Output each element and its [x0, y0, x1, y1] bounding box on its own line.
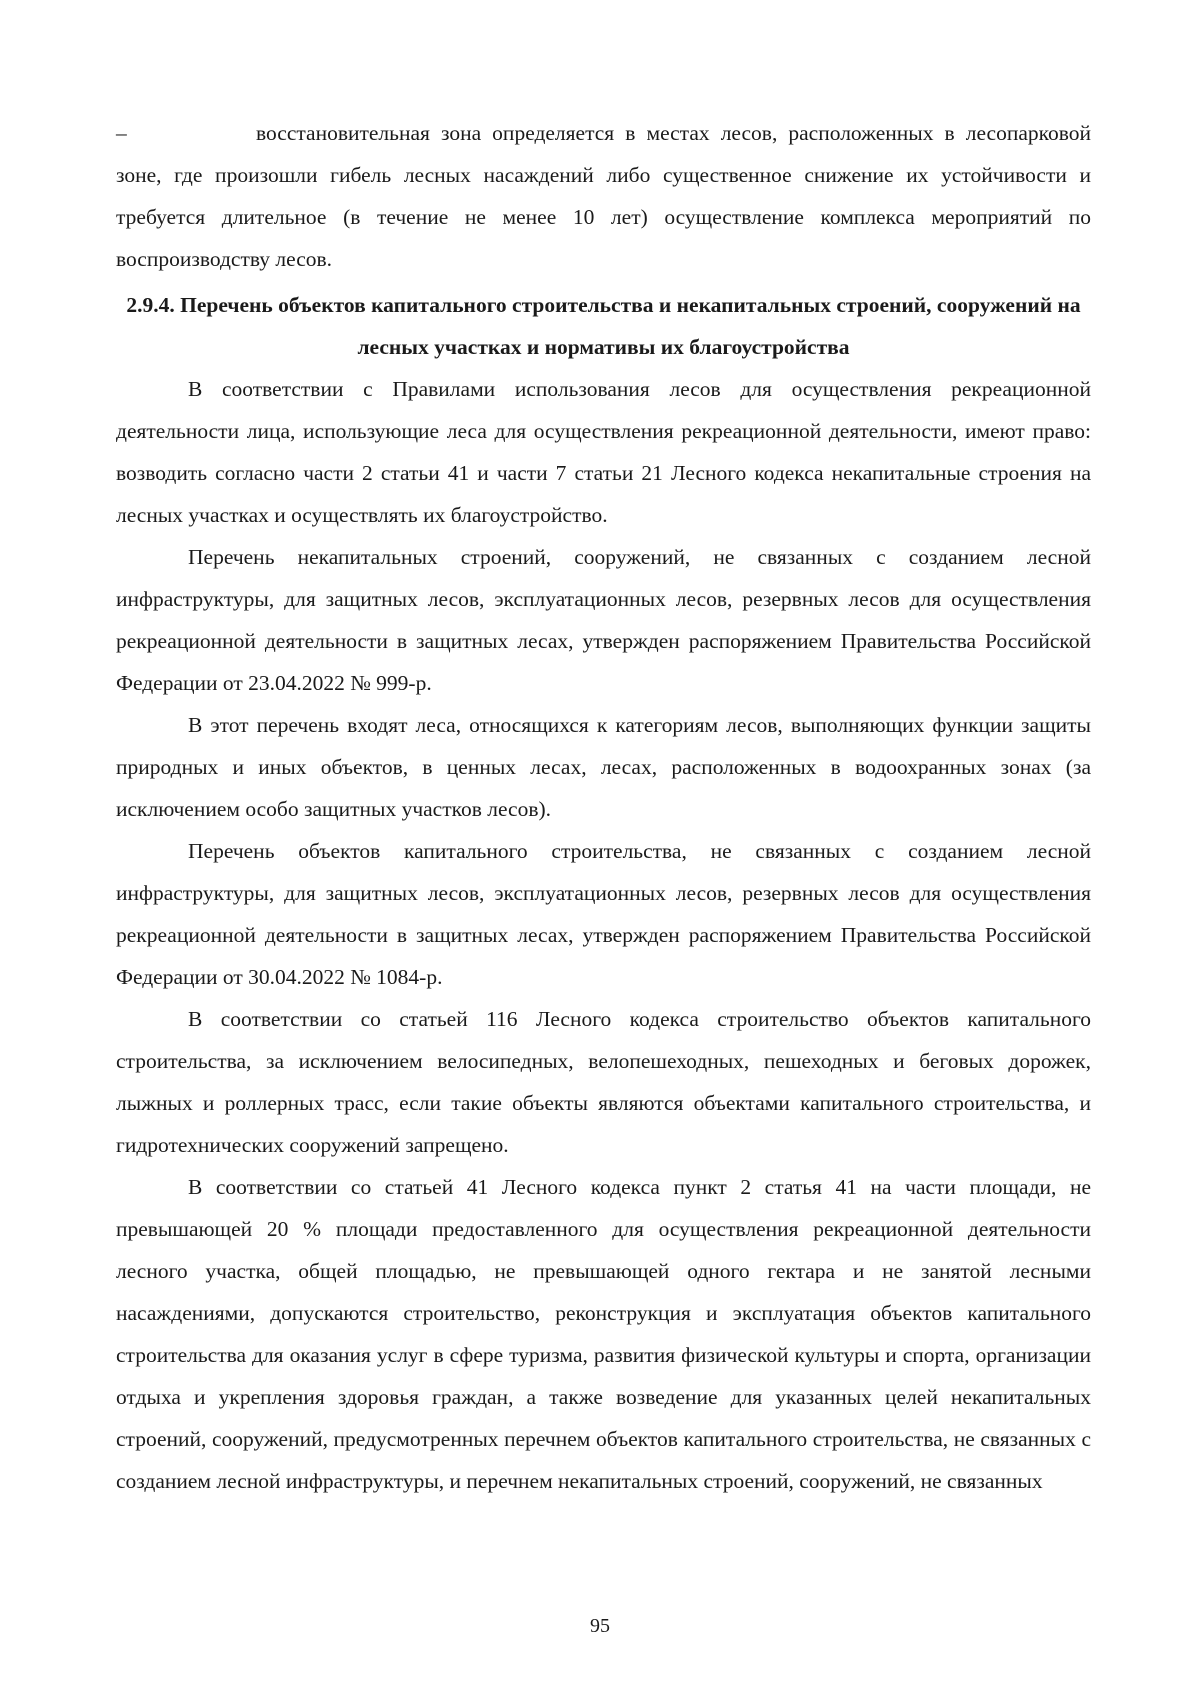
intro-paragraph	[116, 112, 1091, 280]
paragraph-rights: В соответствии с Правилами использования лесов для осуществления рекреационной деятельности лица, использующие леса для осуществления рекреационной деятельности, имеют право: возводить согласно части 2 статьи 41 и части 7 статьи 21 Лесного кодекса некапитальные строения на лесных участках и осуществлять их благоустройство.	[116, 377, 1091, 527]
intro-text: восстановительная зона определяется в местах лесов, расположенных в лесопарковой зоне, где произошли гибель лесных насаждений либо существенное снижение их устойчивости и требуется длительное (в течение не менее 10 лет) осуществление комплекса мероприятий по воспроизводству лесов.	[116, 121, 1091, 271]
list-dash: –	[116, 121, 127, 145]
page-number: 95	[590, 1615, 610, 1637]
paragraph-article-41: В соответствии со статьей 41 Лесного кодекса пункт 2 статья 41 на части площади, не превышающей 20 % площади предоставленного для осуществления рекреационной деятельности лесного участка, общей площадью, не превышающей одного гектара и не занятой лесными насаждениями, допускаются строительство, реконструкция и эксплуатация объектов капитального строительства для оказания услуг в сфере туризма, развития физической культуры и спорта, организации отдыха и укрепления здоровья граждан, а также возведение для указанных целей некапитальных строений, сооружений, предусмотренных перечнем объектов капитального строительства, не связанных с созданием лесной инфраструктуры, и перечнем некапитальных строений, сооружений, не связанных	[116, 1175, 1091, 1493]
section-heading: 2.9.4. Перечень объектов капитального строительства и некапитальных строений, сооружений на лесных участках и нормативы их благоустройства	[126, 293, 1081, 359]
paragraph-article-116: В соответствии со статьей 116 Лесного кодекса строительство объектов капитального строительства, за исключением велосипедных, велопешеходных, пешеходных и беговых дорожек, лыжных и роллерных трасс, если такие объекты являются объектами капитального строительства, и гидротехнических сооружений запрещено.	[116, 1007, 1091, 1157]
document-page	[116, 112, 1091, 1502]
paragraph-capital-list: Перечень объектов капитального строительства, не связанных с созданием лесной инфраструктуры, для защитных лесов, эксплуатационных лесов, резервных лесов для осуществления рекреационной деятельности в защитных лесах, утвержден распоряжением Правительства Российской Федерации от 30.04.2022 № 1084-р.	[116, 839, 1091, 989]
paragraph-noncapital-list: Перечень некапитальных строений, сооружений, не связанных с созданием лесной инфраструктуры, для защитных лесов, эксплуатационных лесов, резервных лесов для осуществления рекреационной деятельности в защитных лесах, утвержден распоряжением Правительства Российской Федерации от 23.04.2022 № 999-р.	[116, 545, 1091, 695]
paragraph-list-scope: В этот перечень входят леса, относящихся к категориям лесов, выполняющих функции защиты природных и иных объектов, в ценных лесах, лесах, расположенных в водоохранных зонах (за исключением особо защитных участков лесов).	[116, 713, 1091, 821]
